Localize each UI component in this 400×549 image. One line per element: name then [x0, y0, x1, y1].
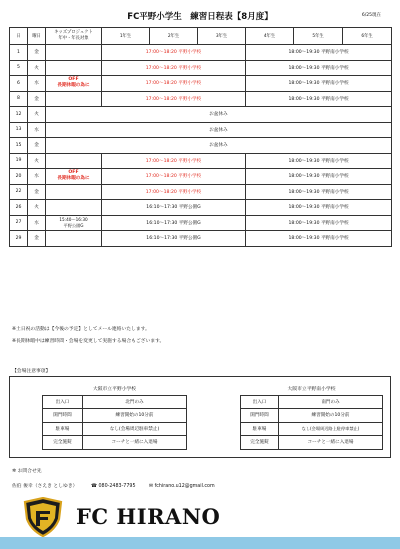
holiday-cell: お盆休み — [46, 138, 392, 154]
weekday-cell: 水 — [28, 76, 46, 92]
col-grade-2: 2年生 — [150, 28, 198, 45]
mail-icon: ✉ — [149, 484, 154, 489]
venue-label: 開門時間 — [43, 409, 83, 423]
day-cell: 27 — [10, 215, 28, 231]
kids-cell — [46, 231, 102, 247]
kids-cell — [46, 200, 102, 216]
venue-value: 練習開始の10分前 — [279, 409, 383, 423]
kids-time: 15:40～16:30 — [59, 216, 88, 222]
schedule-row — [10, 122, 392, 138]
low-grade-session: 16:10～17:30 平野公園G — [102, 231, 246, 247]
col-grade-4: 4年生 — [246, 28, 294, 45]
brand-name: FC HIRANO — [76, 504, 221, 529]
schedule-row — [10, 200, 392, 216]
fc-hirano-emblem-icon — [22, 497, 64, 537]
high-grade-session: 18:00～19:30 平野南小学校 — [246, 45, 392, 61]
col-day: 日 — [10, 28, 28, 45]
day-cell: 13 — [10, 122, 28, 138]
flower-icon: ✲ — [12, 469, 17, 474]
contact-email[interactable]: fchirano.u12@gmail.com — [154, 484, 215, 489]
high-grade-session: 18:00～19:30 平野南小学校 — [246, 153, 392, 169]
venue-heading: 【会場注意事項】 — [12, 369, 51, 374]
venue-label: 完全施錠 — [43, 436, 83, 450]
weekday-cell: 火 — [28, 60, 46, 76]
venue-table-hirano — [42, 382, 187, 450]
schedule-row — [10, 76, 392, 92]
off-label: OFF — [68, 77, 79, 83]
footer-stripe — [0, 537, 400, 549]
day-cell: 15 — [10, 138, 28, 154]
day-cell: 6 — [10, 76, 28, 92]
weekday-cell: 金 — [28, 91, 46, 107]
kids-cell — [46, 184, 102, 200]
schedule-row — [10, 231, 392, 247]
venue-value: 練習開始の10分前 — [83, 409, 187, 423]
note-weekend: ※土日祝の活動は【今後の予定】としてメール連絡いたします。 — [12, 327, 150, 332]
weekday-cell: 火 — [28, 200, 46, 216]
col-grade-5: 5年生 — [294, 28, 343, 45]
col-grade-3: 3年生 — [198, 28, 246, 45]
weekday-cell: 水 — [28, 169, 46, 185]
kids-off-cell — [46, 76, 102, 92]
col-grade-1: 1年生 — [102, 28, 150, 45]
venue-label: 駐車場 — [43, 422, 83, 436]
kids-cell — [46, 60, 102, 76]
kids-cell — [46, 153, 102, 169]
contact-heading: ✲ お問合せ先 — [12, 469, 42, 474]
high-grade-session: 18:00～19:30 平野南小学校 — [246, 184, 392, 200]
low-grade-session: 17:00～18:20 平野小学校 — [102, 169, 246, 185]
kids-off-cell — [46, 169, 102, 185]
day-cell: 19 — [10, 153, 28, 169]
low-grade-session: 17:00～18:20 平野小学校 — [102, 45, 246, 61]
col-grade-6: 6年生 — [343, 28, 392, 45]
day-cell: 29 — [10, 231, 28, 247]
off-reason: 長期休暇の為に — [57, 176, 90, 182]
low-grade-session: 17:00～18:20 平野小学校 — [102, 91, 246, 107]
weekday-cell: 金 — [28, 184, 46, 200]
schedule-row — [10, 138, 392, 154]
high-grade-session: 18:00～19:30 平野南小学校 — [246, 215, 392, 231]
venue-label: 出入口 — [241, 395, 279, 409]
day-cell: 22 — [10, 184, 28, 200]
venue-label: 出入口 — [43, 395, 83, 409]
kids-place: 平野公園G — [63, 222, 84, 228]
low-grade-session: 17:00～18:20 平野小学校 — [102, 76, 246, 92]
low-grade-session: 17:00～18:20 平野小学校 — [102, 60, 246, 76]
schedule-row — [10, 45, 392, 61]
low-grade-session: 17:00～18:20 平野小学校 — [102, 184, 246, 200]
weekday-cell: 金 — [28, 231, 46, 247]
schedule-header-row — [10, 28, 392, 45]
page-title: FC平野小学生 練習日程表【8月度】 — [127, 12, 273, 22]
schedule-table — [9, 27, 392, 247]
low-grade-session: 16:10～17:30 平野公園G — [102, 215, 246, 231]
off-reason: 長期休暇の為に — [57, 83, 90, 89]
day-cell: 20 — [10, 169, 28, 185]
weekday-cell: 水 — [28, 215, 46, 231]
low-grade-session: 17:00～18:20 平野小学校 — [102, 153, 246, 169]
venue-value: なし(会場周辺駐車禁止) — [83, 422, 187, 436]
venue-value: コーチと一緒に入退場 — [279, 436, 383, 450]
weekday-cell: 金 — [28, 138, 46, 154]
venue-label: 駐車場 — [241, 422, 279, 436]
high-grade-session: 18:00～19:30 平野南小学校 — [246, 231, 392, 247]
day-cell: 5 — [10, 60, 28, 76]
weekday-cell: 水 — [28, 122, 46, 138]
venue-name: 大阪市立平野小学校 — [92, 386, 137, 392]
venue-value: 北門のみ — [83, 395, 187, 409]
schedule-row — [10, 107, 392, 123]
col-weekday: 曜日 — [28, 28, 46, 45]
venue-table-hirano-minami — [240, 382, 383, 450]
venue-name: 大阪市立平野南小学校 — [287, 386, 336, 392]
as-of-date: 6/25現在 — [361, 13, 381, 18]
day-cell: 8 — [10, 91, 28, 107]
weekday-cell: 火 — [28, 153, 46, 169]
kids-cell — [46, 45, 102, 61]
note-holiday-change: ※長期休暇中は練習時間・会場を変更して実施する場合もございます。 — [12, 339, 165, 344]
holiday-cell: お盆休み — [46, 122, 392, 138]
low-grade-session: 16:10～17:30 平野公園G — [102, 200, 246, 216]
schedule-row — [10, 184, 392, 200]
weekday-cell: 火 — [28, 107, 46, 123]
weekday-cell: 金 — [28, 45, 46, 61]
venue-value: コーチと一緒に入退場 — [83, 436, 187, 450]
high-grade-session: 18:00～19:30 平野南小学校 — [246, 91, 392, 107]
schedule-row — [10, 169, 392, 185]
day-cell: 12 — [10, 107, 28, 123]
schedule-row — [10, 153, 392, 169]
off-label: OFF — [68, 170, 79, 176]
contact-phone[interactable]: 080-2483-7795 — [98, 484, 136, 489]
schedule-row — [10, 60, 392, 76]
col-kids: キッズプロジェクト 年中・年長対象 — [46, 28, 102, 45]
kids-session-cell — [46, 215, 102, 231]
venue-value: 南門のみ — [279, 395, 383, 409]
kids-cell — [46, 91, 102, 107]
venue-value: なし(会場周辺路上駐停車禁止) — [279, 422, 383, 436]
schedule-row — [10, 91, 392, 107]
high-grade-session: 18:00～19:30 平野南小学校 — [246, 169, 392, 185]
high-grade-session: 18:00～19:30 平野南小学校 — [246, 76, 392, 92]
day-cell: 26 — [10, 200, 28, 216]
contact-line — [12, 482, 215, 489]
holiday-cell: お盆休み — [46, 107, 392, 123]
contact-name: 佐伯 俊幸（さえき としゆき） — [12, 484, 78, 489]
high-grade-session: 18:00～19:30 平野南小学校 — [246, 200, 392, 216]
venue-label: 完全施錠 — [241, 436, 279, 450]
day-cell: 1 — [10, 45, 28, 61]
phone-icon: ☎ — [90, 484, 97, 489]
high-grade-session: 18:00～19:30 平野南小学校 — [246, 60, 392, 76]
venue-label: 開門時間 — [241, 409, 279, 423]
venue-box — [9, 376, 391, 458]
schedule-row — [10, 215, 392, 231]
